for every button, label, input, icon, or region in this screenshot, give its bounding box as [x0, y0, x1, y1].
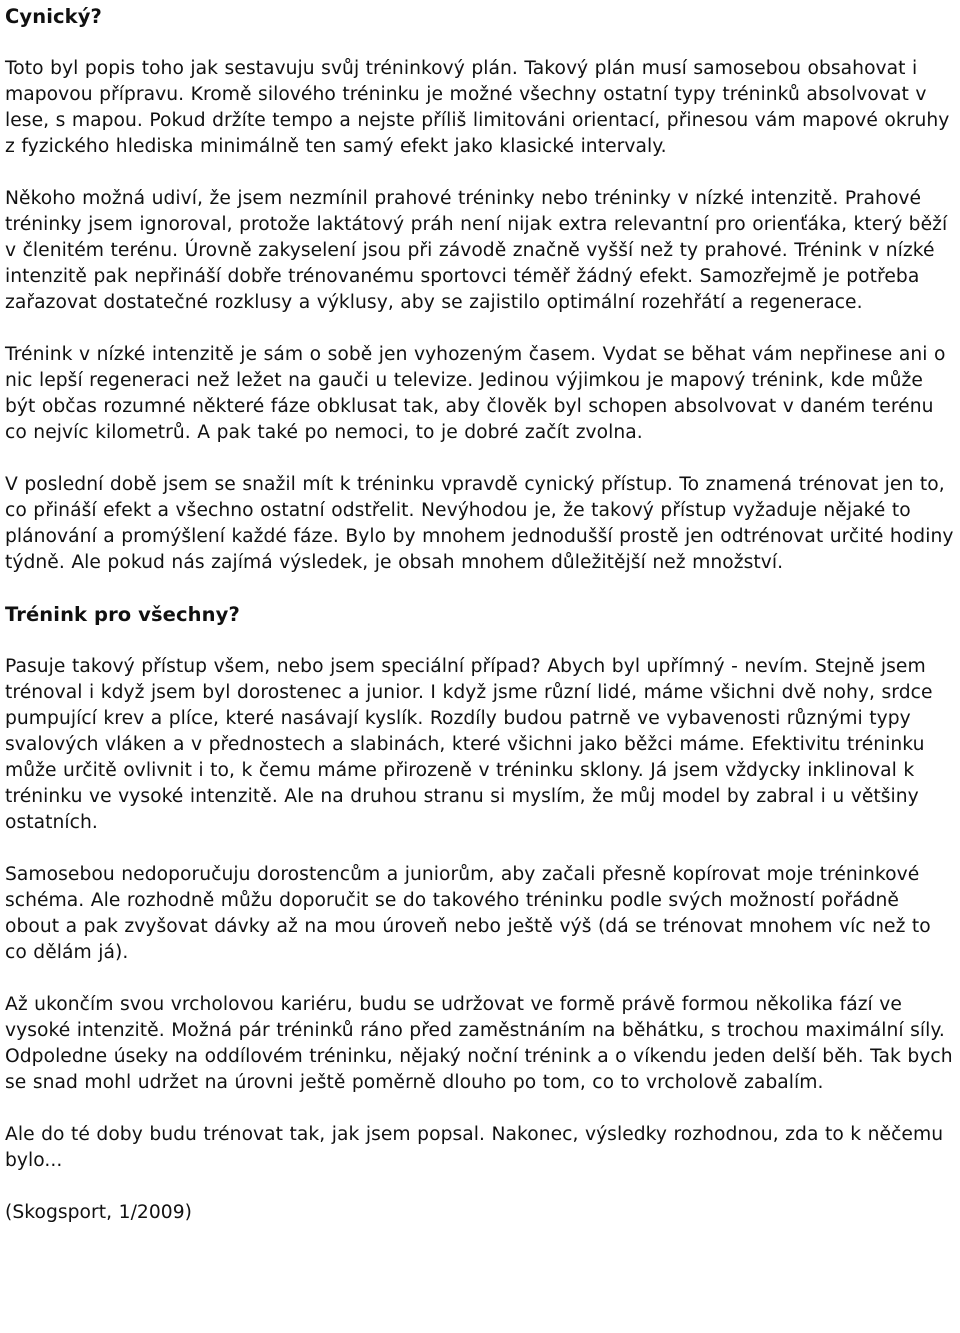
paragraph-conclusion: Ale do té doby budu trénovat tak, jak jsem popsal. Nakonec, výsledky rozhodnou, zda to k něčemu bylo...: [5, 1124, 944, 1171]
spacer: [5, 1174, 956, 1200]
paragraph-low-intensity: Trénink v nízké intenzitě je sám o sobě jen vyhozeným časem. Vydat se běhat vám nepřinese ani o nic lepší regeneraci než ležet na gauči u televize. Jedinou výjimkou je mapový trénink, kde může být občas rozumné některé fáze obklusat tak, aby člověk byl schopen absolvovat v daném terénu co nejvíc kilometrů. A pak také po nemoci, to je dobré začít zvolna.: [5, 344, 946, 443]
paragraph-threshold-training: Někoho možná udiví, že jsem nezmínil prahové tréninky nebo tréninky v nízké intenzitě. Prahové tréninky jsem ignoroval, protože laktátový práh není nijak extra relevantní pro orienťáka, který běží v členitém terénu. Úrovně zakyselení jsou při závodě značně vyšší než ty prahové. Trénink v nízké intenzitě pak nepřináší dobře trénovanému sportovci téměř žádný efekt. Samozřejmě je potřeba zařazovat dostatečné rozklusy a výklusy, aby se zajistilo optimální rozehřátí a regenerace.: [5, 188, 948, 313]
paragraph-juniors: Samosebou nedoporučuju dorostencům a juniorům, aby začali přesně kopírovat moje tréninkové schéma. Ale rozhodně můžu doporučit se do takového tréninku podle svých možností pořádně obout a pak zvyšovat dávky až na mou úroveň nebo ještě výš (dá se trénovat mnohem víc než to co dělám já).: [5, 864, 931, 963]
heading-trenink-pro-vsechny: Trénink pro všechny?: [5, 603, 240, 626]
spacer: [5, 30, 956, 56]
heading-cynicky: Cynický?: [5, 5, 102, 28]
spacer: [5, 316, 956, 342]
paragraph-cynical-approach: V poslední době jsem se snažil mít k tréninku vpravdě cynický přístup. To znamená trénovat jen to, co přináší efekt a všechno ostatní odstřelit. Nevýhodou je, že takový přístup vyžaduje nějaké to plánování a promýšlení každé fáze. Bylo by mnohem jednodušší prostě jen odtrénovat určité hodiny týdně. Ale pokud nás zajímá výsledek, je obsah mnohem důležitější než množství.: [5, 474, 954, 573]
spacer: [5, 628, 956, 654]
source-citation: (Skogsport, 1/2009): [5, 1202, 193, 1223]
spacer: [5, 446, 956, 472]
spacer: [5, 966, 956, 992]
spacer: [5, 576, 956, 602]
paragraph-approach-for-all: Pasuje takový přístup všem, nebo jsem speciální případ? Abych byl upřímný - nevím. Stejně jsem trénoval i když jsem byl dorostenec a junior. I když jsme různí lidé, máme všichni dvě nohy, srdce pumpující krev a plíce, které nasávají kyslík. Rozdíly budou patrně ve vybavenosti různými typy svalových vláken a v přednostech a slabinách, které všichni jako běžci máme. Efektivitu tréninku může určitě ovlivnit i to, k čemu máme přirozeně v tréninku sklony. Já jsem vždycky inklinoval k tréninku ve vysoké intenzitě. Ale na druhou stranu si myslím, že můj model by zabral i u většiny ostatních.: [5, 656, 933, 833]
spacer: [5, 836, 956, 862]
spacer: [5, 1096, 956, 1122]
paragraph-after-career: Až ukončím svou vrcholovou kariéru, budu se udržovat ve formě právě formou několika fází ve vysoké intenzitě. Možná pár tréninků ráno před zaměstnáním na běhátku, s trochou maximální síly. Odpoledne úseky na oddílovém tréninku, nějaký noční trénink a o víkendu jeden delší běh. Tak bych se snad mohl udržet na úrovni ještě poměrně dlouho po tom, co to vrcholově zabalím.: [5, 994, 953, 1093]
spacer: [5, 160, 956, 186]
paragraph-training-plan: Toto byl popis toho jak sestavuju svůj tréninkový plán. Takový plán musí samosebou obsahovat i mapovou přípravu. Kromě silového tréninku je možné všechny ostatní typy tréninků absolvovat v lese, s mapou. Pokud držíte tempo a nejste příliš limitováni orientací, přinesou vám mapové okruhy z fyzického hlediska minimálně ten samý efekt jako klasické intervaly.: [5, 58, 950, 157]
